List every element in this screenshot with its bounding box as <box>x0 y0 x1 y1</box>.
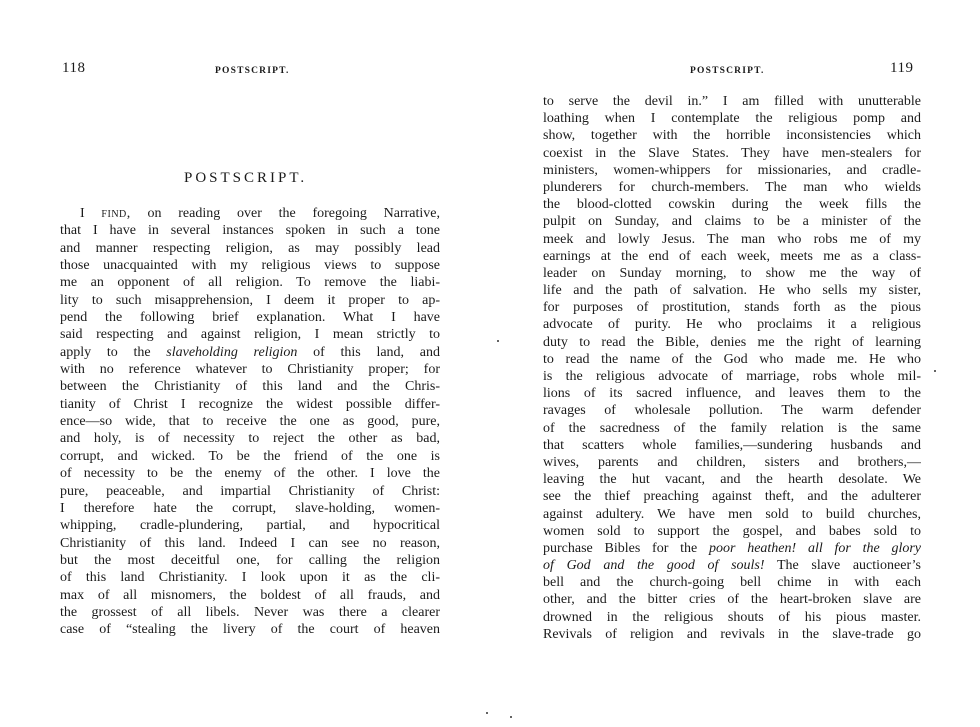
text-line: of this land Christianity. I look upon it as the cli- <box>60 570 440 586</box>
chapter-title: POSTSCRIPT. <box>184 170 308 186</box>
text-line: ravages of wholesale pollution. The warm defender <box>543 403 921 419</box>
text-line: against adultery. We have men sold to build churches, <box>543 506 921 522</box>
text-line: with no reference whatever to Christianity proper; for <box>60 362 440 378</box>
text-line: earnings at the end of each week, meets me as a class- <box>543 248 921 264</box>
text-line: loathing when I contemplate the religious pomp and <box>543 111 921 127</box>
text-run: of this land, and <box>297 344 440 360</box>
text-line: pend the following brief explanation. What I have <box>60 310 440 326</box>
text-line: ence—so wide, that to receive the one as good, pure, <box>60 414 440 430</box>
text-line: the grossest of all libels. Never was there a clearer <box>60 604 440 620</box>
text-line: lions of its sacred influence, and leaves them to the <box>543 386 921 402</box>
text-line: the blood-clotted cowskin during the week fills the <box>543 197 921 213</box>
text-run: The slave auctioneer’s <box>764 558 921 574</box>
text-line: and manner respecting religion, as may possibly lead <box>60 240 440 256</box>
page-number: 119 <box>890 60 914 76</box>
italic-phrase: of God and the good of souls! <box>543 558 765 574</box>
text-line: corrupt, and wicked. To be the friend of the one is <box>60 448 440 464</box>
text-line: that I have in several instances spoken in such a tone <box>60 223 440 239</box>
text-line: is the religious advocate of marriage, robs whole mil- <box>543 369 921 384</box>
right-page <box>490 0 980 727</box>
text-line: that scatters whole families,—sundering husbands and <box>543 437 921 453</box>
text-line: wives, parents and children, sisters and brothers,— <box>543 454 921 470</box>
text-run: I <box>80 206 102 221</box>
page-number: 118 <box>62 60 86 76</box>
text-line: coexist in the Slave States. They have men-stealers for <box>543 145 921 161</box>
text-line: to read the name of the God who made me. He who <box>543 351 921 367</box>
text-line: drowned in the religious shouts of his pious master. <box>543 609 921 625</box>
text-line: ministers, women-whippers for missionaries, and cradle- <box>543 162 921 178</box>
italic-phrase: slaveholding religion <box>166 344 298 360</box>
running-head: POSTSCRIPT. <box>215 66 290 76</box>
text-line: bell and the church-going bell chime in with each <box>543 575 921 591</box>
text-run: on reading over the foregoing Narrative, <box>130 206 440 221</box>
text-line: women sold to support the gospel, and babes sold to <box>543 523 921 539</box>
text-line: Christianity of this land. Indeed I can see no reason, <box>60 535 440 551</box>
text-line: for purposes of prostitution, stands forth as the pious <box>543 300 921 316</box>
text-line: but the most deceitful one, for calling the religion <box>60 552 440 568</box>
body-text <box>60 205 440 639</box>
italic-phrase: poor heathen! all for the glory <box>709 540 921 556</box>
text-line: me an opponent of all religion. To remove the liabi- <box>60 275 440 291</box>
text-line <box>543 557 921 574</box>
text-line: said respecting and against religion, I mean strictly to <box>60 327 440 343</box>
body-text <box>543 93 921 643</box>
text-line: tianity of Christ I recognize the widest possible differ- <box>60 396 440 412</box>
text-line: other, and the bitter cries of the heart-broken slave are <box>543 592 921 608</box>
text-line: of the sacredness of the family relation is the same <box>543 420 921 436</box>
text-line: to serve the devil in.” I am filled with unutterable <box>543 94 921 109</box>
text-line: pulpit on Sunday, and claims to be a minister of the <box>543 214 921 230</box>
text-line: see the thief preaching against theft, and the adulterer <box>543 489 921 505</box>
text-line: lity to such misapprehension, I deem it proper to ap- <box>60 292 440 308</box>
text-line: of necessity to be the enemy of the other. I love the <box>60 466 440 482</box>
text-line: plunderers for church-members. The man who wields <box>543 179 921 195</box>
text-line: life and the path of salvation. He who sells my sister, <box>543 283 921 299</box>
text-line: I therefore hate the corrupt, slave-holding, women- <box>60 500 440 516</box>
text-line: pure, peaceable, and impartial Christianity of Christ: <box>60 483 440 499</box>
text-line: leaving the hut vacant, and the hearth desolate. We <box>543 472 921 488</box>
small-caps-word: find, <box>101 206 131 221</box>
text-line: whipping, cradle-plundering, partial, and hypocritical <box>60 518 440 534</box>
text-line: those unacquainted with my religious views to suppose <box>60 258 440 274</box>
text-line <box>543 540 921 557</box>
text-line <box>60 205 440 222</box>
text-line <box>60 344 440 361</box>
text-line: case of “stealing the livery of the court of heaven <box>60 622 440 638</box>
text-line: leader on Sunday morning, to show me the way of <box>543 265 921 281</box>
text-line: Revivals of religion and revivals in the slave-trade go <box>543 626 921 642</box>
text-run: purchase Bibles for the <box>543 540 709 556</box>
text-line: advocate of purity. He who proclaims it a religious <box>543 317 921 333</box>
text-line: meek and lowly Jesus. The man who robs me of my <box>543 231 921 247</box>
text-line: show, together with the horrible inconsistencies which <box>543 128 921 144</box>
text-line: and holy, is of necessity to reject the other as bad, <box>60 431 440 447</box>
text-line: between the Christianity of this land and the Chris- <box>60 379 440 395</box>
text-line: duty to read the Bible, denies me the right of learning <box>543 334 921 350</box>
text-run: apply to the <box>60 344 167 360</box>
text-line: max of all misnomers, the boldest of all frauds, and <box>60 587 440 603</box>
running-head: POSTSCRIPT. <box>690 66 765 76</box>
